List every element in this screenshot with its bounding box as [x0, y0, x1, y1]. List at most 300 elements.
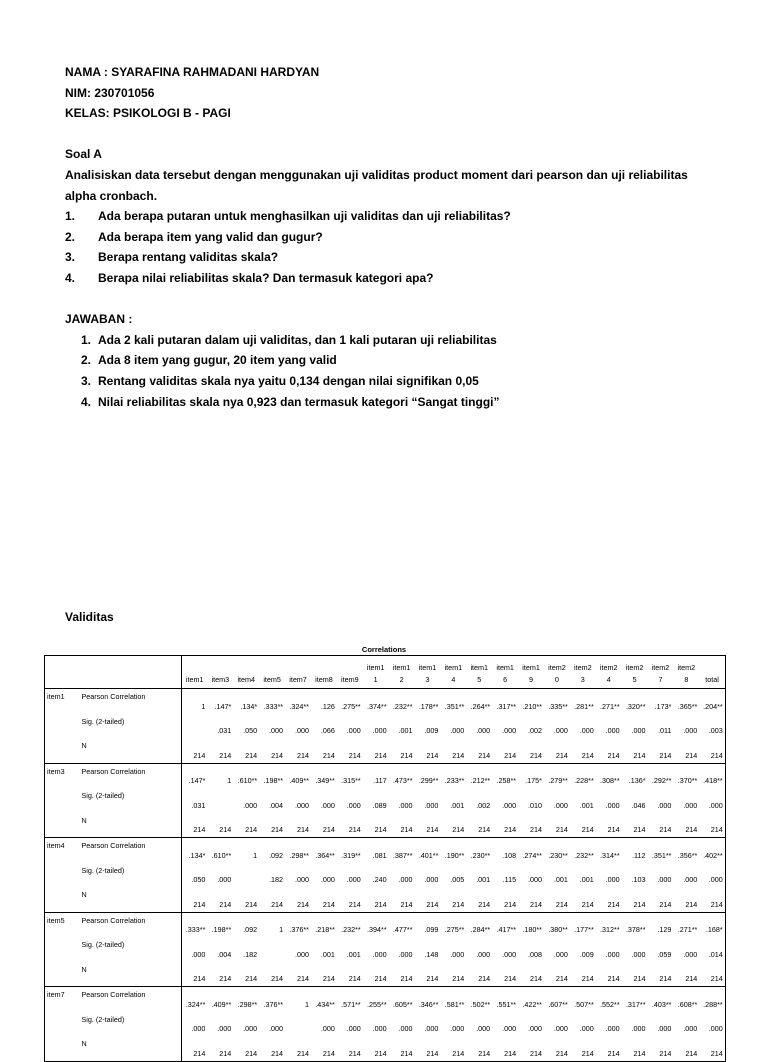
table-cell: .000 [683, 949, 698, 959]
table-cell: .607** [544, 987, 570, 1012]
column-header [259, 656, 285, 689]
table-cell: 214 [219, 750, 232, 760]
table-row [45, 738, 726, 763]
table-cell: .315** [337, 763, 363, 788]
table-cell: 214 [504, 1048, 517, 1058]
table-cell: .000 [398, 949, 413, 959]
table-cell: 214 [322, 974, 335, 983]
table-cell: .232** [337, 912, 363, 937]
table-cell: .046 [631, 800, 646, 810]
row-stat-label: Sig. (2-tailed) [80, 937, 182, 962]
table-cell: .376** [285, 912, 311, 937]
table-cell: .314** [596, 838, 622, 863]
table-cell: .284** [466, 912, 492, 937]
student-class: KELAS: PSIKOLOGI B - PAGI [65, 106, 231, 121]
table-cell: .434** [311, 987, 337, 1012]
table-cell: .351** [648, 838, 674, 863]
table-cell: .134* [182, 838, 208, 863]
table-cell: .001 [579, 875, 594, 884]
table-cell: .108 [492, 838, 518, 863]
row-stat-label: Sig. (2-tailed) [80, 788, 182, 813]
student-name: NAMA : SYARAFINA RAHMADANI HARDYAN [65, 65, 320, 79]
column-header-line: 2 [399, 675, 404, 684]
table-cell: .148 [424, 949, 439, 959]
table-cell: .000 [476, 1024, 491, 1033]
column-header [492, 656, 518, 689]
table-cell: 214 [607, 1048, 620, 1058]
table-cell: .000 [346, 1024, 361, 1033]
table-cell [233, 863, 259, 888]
row-stat-label: Sig. (2-tailed) [80, 714, 182, 739]
column-header-line: item2 [599, 663, 618, 672]
table-cell: .319** [337, 838, 363, 863]
column-header-line [287, 662, 309, 674]
table-cell: .000 [605, 1024, 620, 1033]
table-cell: 214 [452, 974, 465, 983]
table-cell: .552** [596, 987, 622, 1012]
table-cell: .099 [415, 912, 441, 937]
answer-4 [65, 392, 705, 413]
table-cell: 214 [245, 899, 258, 909]
row-stat-label: Pearson Correlation [80, 689, 182, 714]
question-number: 2. [65, 229, 76, 244]
table-cell: 214 [529, 899, 542, 909]
table-cell: .004 [269, 800, 284, 810]
table-cell: .401** [415, 838, 441, 863]
table-cell: .000 [191, 1024, 206, 1033]
table-cell: .050 [243, 726, 258, 735]
table-cell: .298** [233, 987, 259, 1012]
table-cell: 214 [322, 825, 335, 834]
table-row [45, 714, 726, 739]
table-cell: 214 [555, 750, 568, 760]
table-cell: 214 [322, 1048, 335, 1058]
table-cell: .089 [372, 800, 387, 810]
table-cell: 214 [245, 1048, 258, 1058]
table-cell: .050 [191, 875, 206, 884]
table-cell: 214 [245, 825, 258, 834]
table-cell: 214 [633, 750, 646, 760]
table-cell: .000 [320, 800, 335, 810]
column-header-line [261, 662, 283, 674]
table-cell: .312** [596, 912, 622, 937]
answer-number: 2. [81, 353, 92, 368]
table-cell: 214 [193, 750, 206, 760]
table-cell: 214 [529, 825, 542, 834]
table-cell: .168* [699, 912, 725, 937]
table-cell [259, 937, 285, 962]
column-header-line: item2 [625, 663, 644, 672]
column-header-line: item1 [418, 663, 437, 672]
table-cell: 214 [581, 974, 594, 983]
table-cell: .000 [450, 949, 465, 959]
table-cell: .581** [440, 987, 466, 1012]
table-cell: .000 [631, 726, 646, 735]
question-text: Ada berapa item yang valid dan gugur? [98, 229, 323, 244]
table-cell: .134* [233, 689, 259, 714]
column-header-line: 0 [554, 675, 559, 684]
table-cell: .324** [182, 987, 208, 1012]
table-row [45, 987, 726, 1012]
table-cell: .147* [207, 689, 233, 714]
table-cell: 214 [400, 974, 413, 983]
table-cell: .000 [320, 875, 335, 884]
table-cell: 214 [555, 1048, 568, 1058]
table-cell: 214 [322, 899, 335, 909]
table-cell: .000 [657, 1024, 672, 1033]
table-cell: 214 [607, 899, 620, 909]
table-cell: .364** [311, 838, 337, 863]
table-header-row [45, 656, 726, 689]
table-cell: .502** [466, 987, 492, 1012]
question-number: 1. [65, 209, 76, 224]
table-cell: 214 [219, 1048, 232, 1058]
column-header-line: 1 [373, 675, 378, 684]
table-cell: .403** [648, 987, 674, 1012]
table-cell: .409** [207, 987, 233, 1012]
table-cell: 214 [426, 899, 439, 909]
table-cell: .059 [657, 949, 672, 959]
table-cell: .317** [492, 689, 518, 714]
table-cell: 214 [374, 825, 387, 834]
table-cell: .212** [466, 763, 492, 788]
column-header [648, 656, 674, 689]
row-stat-label: N [80, 738, 182, 763]
column-header-line: item1 [444, 663, 463, 672]
table-cell: 214 [219, 974, 232, 983]
table-cell: .000 [553, 1024, 568, 1033]
answer-text: Nilai reliabilitas skala nya 0,923 dan termasuk kategori “Sangat tinggi” [98, 394, 500, 409]
table-cell: .317** [622, 987, 648, 1012]
column-header-line: item9 [341, 675, 359, 684]
table-cell: .000 [631, 949, 646, 959]
column-header-line [209, 662, 231, 674]
table-cell: 214 [296, 899, 309, 909]
table-cell: .000 [708, 875, 723, 884]
row-stat-label: Pearson Correlation [80, 987, 182, 1012]
table-cell: 214 [322, 750, 335, 760]
table-cell: .000 [424, 875, 439, 884]
table-cell: .000 [243, 1024, 258, 1033]
table-row [45, 689, 726, 714]
column-header [285, 656, 311, 689]
table-cell: 214 [633, 974, 646, 983]
table-cell: .507** [570, 987, 596, 1012]
table-cell: .000 [605, 800, 620, 810]
table-cell: .473** [389, 763, 415, 788]
table-cell: .477** [389, 912, 415, 937]
row-item-label: item5 [45, 912, 80, 987]
column-header [337, 656, 363, 689]
table-cell: .175* [518, 763, 544, 788]
jawaban-title: JAWABAN : [65, 312, 133, 327]
table-cell: .292** [648, 763, 674, 788]
table-cell: 214 [710, 974, 723, 983]
table-cell: 214 [478, 1048, 491, 1058]
table-cell: .000 [243, 800, 258, 810]
question-number: 3. [65, 250, 76, 265]
table-cell: .177** [570, 912, 596, 937]
column-header-line: 5 [477, 675, 482, 684]
table-cell: 214 [374, 974, 387, 983]
table-cell: .182 [269, 875, 284, 884]
table-cell: .000 [424, 1024, 439, 1033]
table-cell: .000 [708, 1024, 723, 1033]
table-cell: .356** [673, 838, 699, 863]
column-header-line: 9 [529, 675, 534, 684]
table-cell: 214 [607, 825, 620, 834]
table-cell: .001 [398, 726, 413, 735]
table-cell: 214 [555, 825, 568, 834]
table-cell: 214 [271, 750, 284, 760]
table-cell: 214 [581, 899, 594, 909]
table-cell: 214 [607, 974, 620, 983]
column-header-line: 7 [658, 675, 663, 684]
table-cell: 214 [348, 899, 361, 909]
table-cell: .349** [311, 763, 337, 788]
answer-number: 3. [81, 373, 92, 388]
table-cell: .610** [207, 838, 233, 863]
column-header [389, 656, 415, 689]
table-cell: 214 [452, 750, 465, 760]
table-row [45, 887, 726, 912]
row-stat-label: Sig. (2-tailed) [80, 1012, 182, 1037]
table-cell: 214 [555, 899, 568, 909]
table-cell: .178** [415, 689, 441, 714]
table-cell: 214 [710, 1048, 723, 1058]
answer-text: Ada 8 item yang gugur, 20 item yang valid [98, 353, 337, 368]
question-2 [65, 227, 705, 248]
table-cell: .000 [191, 949, 206, 959]
table-cell: .129 [648, 912, 674, 937]
table-row [45, 863, 726, 888]
table-cell: 214 [633, 899, 646, 909]
table-row [45, 763, 726, 788]
table-row [45, 838, 726, 863]
table-cell: 214 [296, 750, 309, 760]
table-cell: .271** [596, 689, 622, 714]
table-cell: .417** [492, 912, 518, 937]
answer-number: 1. [81, 332, 92, 347]
table-row [45, 937, 726, 962]
column-header-line [339, 662, 361, 674]
table-cell: 214 [659, 899, 672, 909]
table-cell: .333** [182, 912, 208, 937]
column-header [699, 656, 725, 689]
table-cell: .275** [337, 689, 363, 714]
table-cell: .190** [440, 838, 466, 863]
table-cell: 214 [478, 825, 491, 834]
table-cell: .000 [579, 1024, 594, 1033]
table-cell: .288** [699, 987, 725, 1012]
table-cell: .320** [622, 689, 648, 714]
column-header-line: item2 [651, 663, 670, 672]
table-cell: .409** [285, 763, 311, 788]
table-cell: .204** [699, 689, 725, 714]
table-cell: .117 [363, 763, 389, 788]
table-cell: .198** [259, 763, 285, 788]
table-cell: 214 [400, 1048, 413, 1058]
table-cell: .351** [440, 689, 466, 714]
table-cell: 214 [426, 750, 439, 760]
table-cell: .173* [648, 689, 674, 714]
table-cell: 214 [659, 750, 672, 760]
table-cell: .003 [708, 726, 723, 735]
column-header-line: item2 [677, 663, 696, 672]
question-number: 4. [65, 270, 76, 285]
table-cell: .610** [233, 763, 259, 788]
table-cell: .000 [320, 1024, 335, 1033]
table-cell: .000 [269, 726, 284, 735]
document-body [65, 62, 705, 412]
column-header-line: 4 [606, 675, 611, 684]
table-cell: 214 [193, 899, 206, 909]
table-cell: .136* [622, 763, 648, 788]
table-cell: 214 [193, 825, 206, 834]
table-cell: 214 [685, 825, 698, 834]
table-cell: .004 [217, 949, 232, 959]
correlations-table-title: Correlations [361, 645, 407, 654]
table-cell: .275** [440, 912, 466, 937]
table-cell: .571** [337, 987, 363, 1012]
table-cell: .010 [527, 800, 542, 810]
table-cell: .031 [191, 800, 206, 810]
table-cell: 214 [452, 1048, 465, 1058]
table-cell: .376** [259, 987, 285, 1012]
column-header-line: item2 [574, 663, 592, 672]
table-cell: .365** [673, 689, 699, 714]
row-stat-label: N [80, 887, 182, 912]
table-cell: .233** [440, 763, 466, 788]
table-cell: 1 [285, 987, 311, 1012]
soal-intro-line-1: Analisiskan data tersebut dengan menggunakan uji validitas product moment dari pearson dan uji reliabilitas [65, 167, 688, 182]
table-cell: .000 [398, 1024, 413, 1033]
table-cell: .198** [207, 912, 233, 937]
table-cell: 214 [374, 750, 387, 760]
column-header-line: 5 [632, 675, 637, 684]
table-cell: .000 [553, 800, 568, 810]
table-cell: 214 [348, 974, 361, 983]
question-text: Ada berapa putaran untuk menghasilkan uji validitas dan uji reliabilitas? [98, 209, 511, 224]
table-cell: 214 [245, 750, 258, 760]
column-header [440, 656, 466, 689]
table-cell [207, 788, 233, 813]
column-header-line [313, 662, 335, 674]
table-cell: .000 [398, 875, 413, 884]
table-cell: .218** [311, 912, 337, 937]
answer-2 [65, 350, 705, 371]
table-cell: .370** [673, 763, 699, 788]
column-header [544, 656, 570, 689]
row-item-label: item1 [45, 689, 80, 764]
table-cell: .380** [544, 912, 570, 937]
table-cell: .228** [570, 763, 596, 788]
table-cell: 214 [633, 825, 646, 834]
table-cell: .422** [518, 987, 544, 1012]
column-header-line: total [705, 675, 719, 684]
table-cell: .000 [269, 1024, 284, 1033]
table-cell: 214 [685, 1048, 698, 1058]
table-cell: .000 [527, 1024, 542, 1033]
table-cell: .000 [294, 800, 309, 810]
table-cell: .147* [182, 763, 208, 788]
column-header-line [184, 662, 205, 674]
table-cell: .000 [424, 800, 439, 810]
table-cell: 214 [271, 1048, 284, 1058]
row-item-label: item4 [45, 838, 80, 913]
table-cell: 1 [233, 838, 259, 863]
answer-number: 4. [81, 394, 92, 409]
table-cell: 214 [400, 825, 413, 834]
table-cell: 214 [271, 899, 284, 909]
table-cell: 214 [710, 899, 723, 909]
table-cell: .000 [683, 875, 698, 884]
table-cell: .264** [466, 689, 492, 714]
table-cell: .230** [544, 838, 570, 863]
table-cell: 1 [259, 912, 285, 937]
column-header [363, 656, 389, 689]
table-cell: .298** [285, 838, 311, 863]
table-cell: 214 [296, 974, 309, 983]
table-cell: .009 [579, 949, 594, 959]
table-cell: .182 [243, 949, 258, 959]
table-cell: 214 [581, 750, 594, 760]
table-cell: .002 [527, 726, 542, 735]
table-cell: 214 [685, 899, 698, 909]
column-header-line: item2 [548, 663, 566, 672]
table-cell: .008 [527, 949, 542, 959]
table-cell: 214 [271, 825, 284, 834]
column-header-line: 6 [503, 675, 508, 684]
table-cell: 214 [426, 825, 439, 834]
table-cell: 214 [710, 750, 723, 760]
column-header [415, 656, 441, 689]
table-cell: .000 [372, 726, 387, 735]
table-cell: .387** [389, 838, 415, 863]
table-cell: .081 [363, 838, 389, 863]
table-cell: .009 [424, 726, 439, 735]
table-cell: .232** [570, 838, 596, 863]
column-header-line: item1 [366, 663, 385, 672]
table-cell: 1 [182, 689, 208, 714]
column-header [518, 656, 544, 689]
table-row [45, 912, 726, 937]
table-cell: .608** [673, 987, 699, 1012]
table-cell: .374** [363, 689, 389, 714]
question-1 [65, 206, 705, 227]
table-cell: 1 [207, 763, 233, 788]
table-row [45, 1036, 726, 1061]
row-stat-label: Pearson Correlation [80, 763, 182, 788]
column-header [570, 656, 596, 689]
table-cell: 214 [529, 750, 542, 760]
answer-text: Ada 2 kali putaran dalam uji validitas, dan 1 kali putaran uji reliabilitas [98, 332, 497, 347]
column-header-line: item1 [496, 663, 514, 672]
table-cell: .180** [518, 912, 544, 937]
table-cell: .000 [527, 875, 542, 884]
table-cell: .001 [579, 800, 594, 810]
column-header-line: 3 [580, 675, 585, 684]
table-cell: .031 [217, 726, 232, 735]
table-row [45, 813, 726, 838]
column-header [596, 656, 622, 689]
table-cell: .103 [631, 875, 646, 884]
table-row [45, 788, 726, 813]
table-cell: 214 [685, 750, 698, 760]
table-cell: .274** [518, 838, 544, 863]
table-cell: .001 [450, 800, 465, 810]
column-header-line: item1 [392, 663, 411, 672]
